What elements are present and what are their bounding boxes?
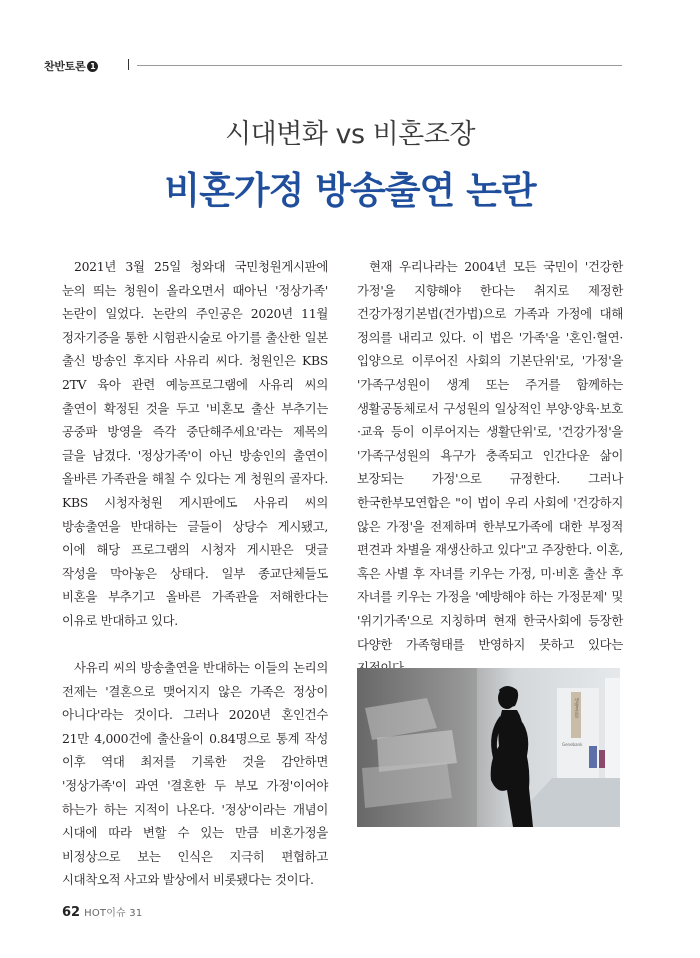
paragraph: 사유리 씨의 방송출연을 반대하는 이들의 논리의 전제는 '결혼으로 맺어지지 않은 가족은 정상이 아니다'라는 것이다. 그러나 2020년 혼인건수 21만 4,000건에 출산율이 0.84명으로 통계 작성 이후 역대 최저를 기록한 것을 감안하면 '정상가족'이 과연 '결혼한 두 부모 가정'이어야 하는가 하는 지적이 나온다. '정상'이라는 개념이 시대에 따라 변할 수 있는 만큼 비혼가정을 비정상으로 보는 인식은 지극히 편협하고 시대착오적 사고와 발상에서 비롯됐다는 것이다.: [62, 660, 328, 888]
paragraph: 현재 우리나라는 2004년 모든 국민이 '건강한 가정'을 지향해야 한다는 취지로 제정한 건강가정기본법(건가법)으로 가족과 가정에 대해 정의를 내리고 있다. 이 법은 '가족'을 '혼인·혈연·입양으로 이루어진 사회의 기본단위'로, '가정'을 '가족구성원이 생계 또는 주거를 함께하는 생활공동체로서 구성원의 일상적인 부양·양육·보호·교육 등이 이루어지는 생활단위'로, '건강가정'을 '가족구성원의 욕구가 충족되고 인간다운 삶이 보장되는 가정'으로 규정한다. 그러나 한국한부모연합은 "이 법이 우리 사회에 '건강하지 않은 가정'을 전제하며 한부모가족에 대한 부정적 편견과 차별을 재생산하고 있다"고 주장한다. 이혼, 혹은 사별 후 자녀를 키우는 가정, 미·비혼 출산 후 자녀를 키우는 가정을 '예방해야 하는 가정문제' 및 '위기가족'으로 지칭하며 현재 한국사회에 등장한 다양한 가족형태를 반영하지 못하고 있다는: [357, 259, 623, 652]
header-rule: [137, 65, 622, 66]
sign-subtext: Genebank: [562, 742, 583, 747]
section-number-badge: 1: [87, 61, 98, 72]
issue-label: HOT이슈 31: [84, 908, 143, 919]
sign-text: 생명공원: [573, 698, 579, 718]
page-number: 62: [62, 905, 81, 920]
section-label: 찬반토론: [44, 60, 86, 73]
left-column: [62, 255, 328, 892]
header-divider: [128, 59, 129, 70]
paragraph: 2021년 3월 25일 청와대 국민청원게시판에 눈의 띄는 청원이 올라오면서 때아닌 '정상가족' 논란이 일었다. 논란의 주인공은 2020년 11월 정자기증을 통한 시험관시술로 아기를 출산한 일본 출신 방송인 후지타 사유리 씨다. 청원인은 KBS 2TV 육아 관련 예능프로그램에 사유리 씨의 출연이 확정된 것을 두고 '비혼모 출산 부추기는 공중파 방영을 즉각 중단해주세요'라는 제목의 글을 남겼다. '정상가족'이 아닌 방송인의 출연이 올바른 가족관을 해칠 수 있다는 게 청원의 골자다. KBS 시청자청원 게시판에도 사유리 씨의 방송출연을 반대하는 글들이 상당수 게시됐고, 이에 해당 프로그램의 시청자 게시판은 댓글 작성을 막아놓은 상태다. 일부 종교단체들도 비혼을 부추기고 올바른 가족관을 저해한다는 이유로 반대하고 있다.: [62, 259, 328, 628]
article-subtitle: 시대변화 vs 비혼조장: [225, 119, 475, 150]
section-tag: [44, 58, 98, 74]
article-title: 비혼가정 방송출연 논란: [164, 169, 536, 212]
right-column: [357, 255, 623, 680]
article-photo: [357, 668, 620, 827]
section-header: [44, 58, 622, 74]
page-footer: [62, 901, 142, 920]
